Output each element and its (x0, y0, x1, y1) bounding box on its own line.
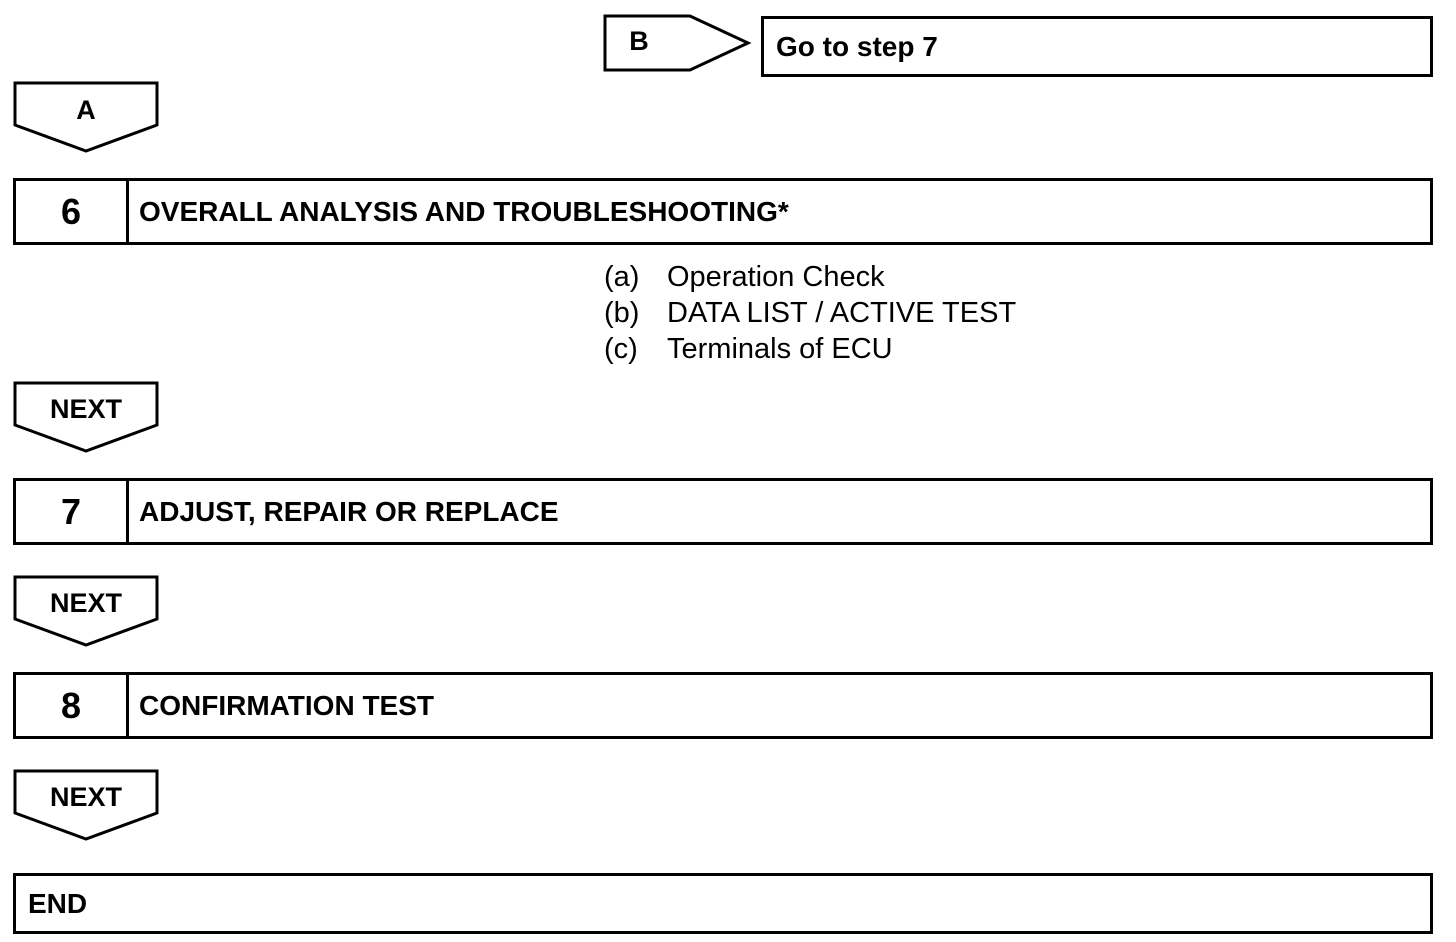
step-7-number: 7 (16, 481, 129, 542)
step-8-title: CONFIRMATION TEST (139, 689, 435, 721)
step-8-number: 8 (16, 675, 129, 736)
step-8-next-label: NEXT (49, 782, 122, 812)
sub-item-text: Terminals of ECU (667, 333, 893, 365)
sub-item-letter: (b) (604, 297, 640, 329)
end-label: END (28, 887, 88, 919)
branch-b-target-text: Go to step 7 (776, 30, 938, 62)
step-6-number: 6 (16, 181, 129, 242)
step-7-title: ADJUST, REPAIR OR REPLACE (139, 495, 559, 527)
step-6-next-label: NEXT (49, 394, 122, 424)
sub-item-letter: (a) (604, 261, 640, 293)
step-6-title: OVERALL ANALYSIS AND TROUBLESHOOTING* (139, 195, 789, 227)
sub-item-text: Operation Check (667, 261, 885, 293)
step-7-next-label: NEXT (49, 588, 122, 618)
branch-b-label: B (629, 26, 649, 56)
sub-item-letter: (c) (604, 333, 638, 365)
end-box (13, 873, 1433, 934)
sub-item-text: DATA LIST / ACTIVE TEST (667, 297, 1017, 329)
branch-a-label: A (76, 95, 96, 125)
